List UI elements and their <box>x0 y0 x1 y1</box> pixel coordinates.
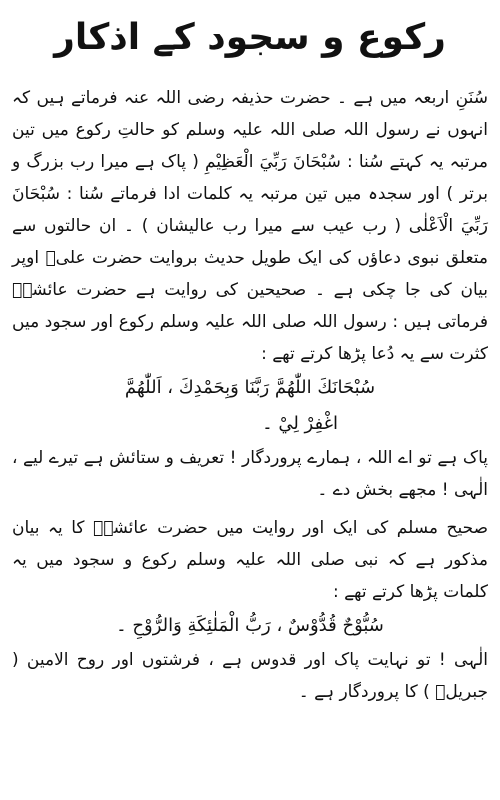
paragraph-muslim-narration: صحیح مسلم کی ایک اور روایت میں حضرت عائشہؓ کا یہ بیان مذکور ہے کہ نبی صلی اللہ علیہ وسلم رکوع و سجود میں یہ کلمات پڑھا کرتے تھے : <box>12 518 488 602</box>
translation-2: الٰہی ! تو نہایت پاک اور قدوس ہے ، فرشتوں اور روح الامین ( جبریلؑ ) کا پروردگار ہے ۔ <box>12 650 488 702</box>
document-body <box>12 82 488 708</box>
translation-1: پاک ہے تو اے اللہ ، ہمارے پروردگار ! تعریف و ستائش ہے تیرے لیے ، الٰہی ! مجھے بخش دے ۔ <box>12 448 488 500</box>
page-title: رکوع و سجود کے اذکار <box>54 17 446 58</box>
paragraph-intro: سُنَنِ اربعہ میں ہے ۔ حضرت حذیفہ رضی اللہ عنہ فرماتے ہیں کہ انہوں نے رسول اللہ صلی اللہ علیہ وسلم کو حالتِ رکوع میں تین مرتبہ یہ کہتے سُنا : سُبْحَانَ رَبِّيَ الْعَظِيْمِ ( پاک ہے میرا رب بزرگ و برتر ) اور سجدہ میں تین مرتبہ یہ کلمات ادا فرماتے سُنا : سُبْحَانَ رَبِّيَ الْاَعْلٰى ( رب عیب سے میرا رب عالیشان ) ۔ ان حالتوں سے متعلق نبوی دعاؤں کی ایک طویل حدیث بروایت حضرت علیؓ اوپر بیان کی جا چکی ہے ۔ صحیحین کی روایت ہے حضرت عائشہؓ فرماتی ہیں : رسول اللہ صلی اللہ علیہ وسلم رکوع اور سجود میں کثرت سے یہ دُعا پڑھا کرتے تھے : <box>12 88 488 364</box>
dua-arabic-line-1: سُبْحَانَكَ اللّٰهُمَّ رَبَّنَا وَبِحَمْدِكَ ، اَللّٰهُمَّ <box>124 377 376 398</box>
dua-arabic-line-2: اغْفِرْ لِيْ ۔ <box>262 413 338 434</box>
dua-arabic-subbuhun: سُبُّوْحٌ قُدُّوْسٌ ، رَبُّ الْمَلٰئِكَةِ وَالرُّوْحِ ۔ <box>116 615 384 636</box>
